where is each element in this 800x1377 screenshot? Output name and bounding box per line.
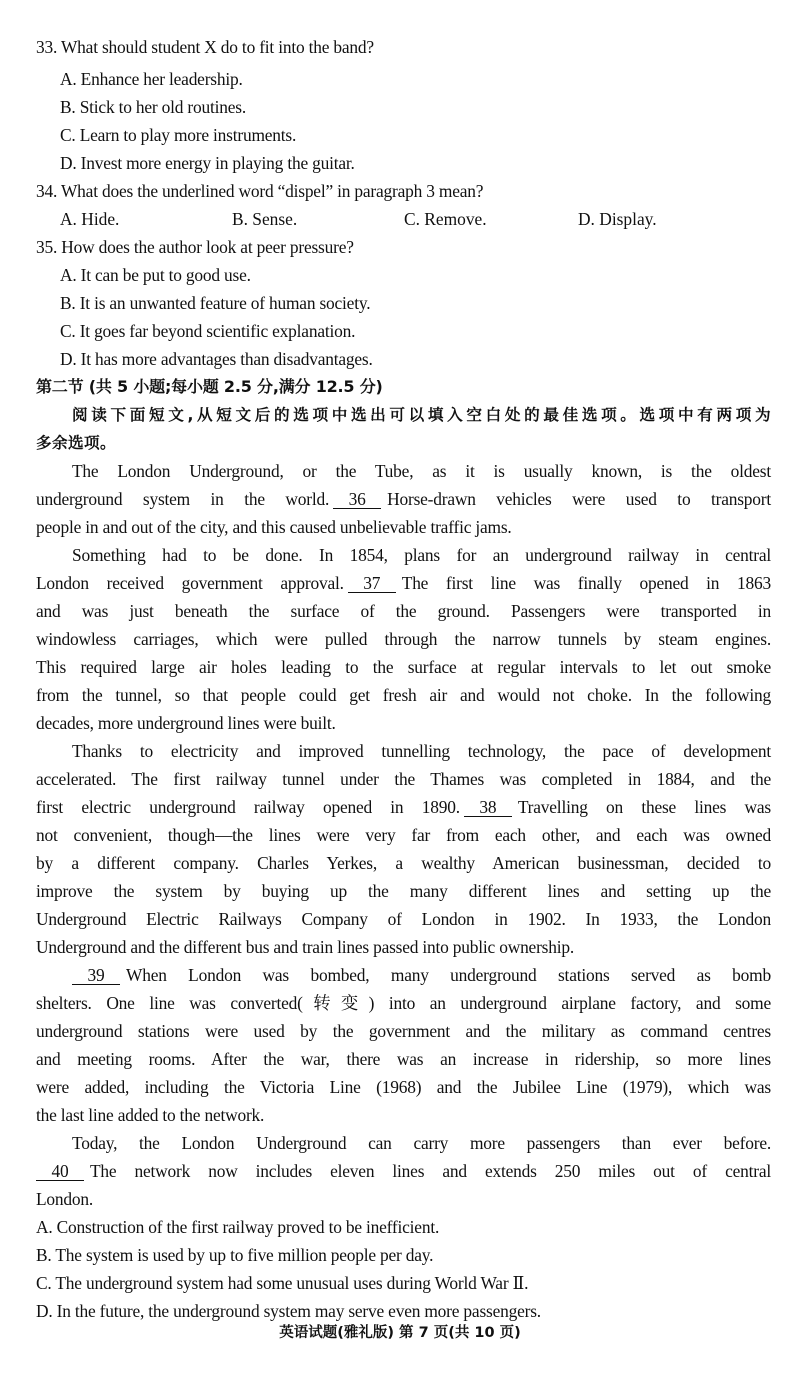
passage-line: people in and out of the city, and this caused unbelievable traffic jams.	[36, 517, 512, 537]
question-34-option-c: C. Remove.	[404, 209, 487, 229]
passage-line: Underground and the different bus and train lines passed into public ownership.	[36, 937, 575, 957]
question-35-option-a: A. It can be put to good use.	[60, 265, 251, 285]
passage-line: Thanks to electricity and improved tunnelling technology, the pace of development	[72, 741, 771, 761]
passage-text: The network now includes eleven lines and extends 250 miles out of central	[90, 1161, 771, 1181]
passage-line: This required large air holes leading to the surface at regular intervals to let out smoke	[36, 657, 771, 677]
answer-option-c: C. The underground system had some unusual uses during World War Ⅱ.	[36, 1273, 529, 1293]
question-35-option-b: B. It is an unwanted feature of human society.	[60, 293, 371, 313]
passage-line: accelerated. The first railway tunnel under the Thames was completed in 1884, and the	[36, 769, 771, 789]
passage-text: The first line was finally opened in 1863	[401, 573, 771, 593]
passage-line: underground stations were used by the government and the military as command centres	[36, 1021, 771, 1041]
page-footer: 英语试题(雅礼版) 第 7 页(共 10 页)	[279, 1325, 521, 1341]
passage-line: decades, more underground lines were built.	[36, 713, 336, 733]
passage-line: the last line added to the network.	[36, 1105, 265, 1125]
question-33-option-c: C. Learn to play more instruments.	[60, 125, 297, 145]
passage-text: London received government approval.	[36, 573, 344, 593]
question-33-option-a: A. Enhance her leadership.	[60, 69, 243, 89]
passage-line: Today, the London Underground can carry more passengers than ever before.	[72, 1133, 771, 1153]
passage-line-with-blank-36	[36, 485, 771, 513]
question-34-stem: 34. What does the underlined word “dispel” in paragraph 3 mean?	[36, 181, 484, 201]
question-33-option-d: D. Invest more energy in playing the guitar.	[60, 153, 355, 173]
passage-line-with-blank-40	[36, 1157, 771, 1185]
passage-line: not convenient, though—the lines were very far from each other, and each was owned	[36, 825, 771, 845]
passage-text: Travelling on these lines was	[517, 797, 771, 817]
blank-36: 36	[333, 490, 381, 509]
passage-line-with-blank-37	[36, 569, 771, 597]
question-35-stem: 35. How does the author look at peer pressure?	[36, 237, 354, 257]
passage-line: from the tunnel, so that people could get fresh air and would not choke. In the following	[36, 685, 771, 705]
section-instruction-line-1: 阅读下面短文,从短文后的选项中选出可以填入空白处的最佳选项。选项中有两项为	[72, 406, 771, 424]
passage-line: Something had to be done. In 1854, plans for an underground railway in central	[72, 545, 771, 565]
question-34-option-a: A. Hide.	[60, 209, 120, 229]
passage-line: improve the system by buying up the many different lines and setting up the	[36, 881, 771, 901]
blank-40: 40	[36, 1162, 84, 1181]
passage-line: by a different company. Charles Yerkes, a wealthy American businessman, decided to	[36, 853, 771, 873]
question-34-option-b: B. Sense.	[232, 209, 298, 229]
passage-line: shelters. One line was converted(转变) into an underground airplane factory, and some	[36, 993, 771, 1013]
passage-line: and meeting rooms. After the war, there was an increase in ridership, so more lines	[36, 1049, 771, 1069]
passage-line: The London Underground, or the Tube, as it is usually known, is the oldest	[72, 461, 771, 481]
passage-line-with-blank-39	[72, 961, 771, 989]
passage-line: Underground Electric Railways Company of London in 1902. In 1933, the London	[36, 909, 771, 929]
passage-text: Horse-drawn vehicles were used to transport	[387, 489, 771, 509]
passage-text: When London was bombed, many underground stations served as bomb	[126, 965, 771, 985]
passage-line: were added, including the Victoria Line (1968) and the Jubilee Line (1979), which was	[36, 1077, 771, 1097]
question-35-option-c: C. It goes far beyond scientific explanation.	[60, 321, 356, 341]
answer-option-a: A. Construction of the first railway proved to be inefficient.	[36, 1217, 440, 1237]
passage-text: underground system in the world.	[36, 489, 330, 509]
section-heading: 第二节 (共 5 小题;每小题 2.5 分,满分 12.5 分)	[36, 377, 383, 396]
passage-line-with-blank-38	[36, 793, 771, 821]
passage-line: London.	[36, 1189, 94, 1209]
blank-38: 38	[464, 798, 512, 817]
passage-text: first electric underground railway opened in 1890.	[36, 797, 460, 817]
blank-39: 39	[72, 966, 120, 985]
question-34-option-d: D. Display.	[578, 209, 657, 229]
question-35-option-d: D. It has more advantages than disadvantages.	[60, 349, 373, 369]
section-instruction-line-2: 多余选项。	[36, 434, 116, 452]
question-33-option-b: B. Stick to her old routines.	[60, 97, 246, 117]
question-33-stem: 33. What should student X do to fit into the band?	[36, 37, 374, 57]
passage-line: and was just beneath the surface of the ground. Passengers were transported in	[36, 601, 771, 621]
answer-option-b: B. The system is used by up to five million people per day.	[36, 1245, 434, 1265]
blank-37: 37	[348, 574, 396, 593]
answer-option-d: D. In the future, the underground system may serve even more passengers.	[36, 1301, 541, 1321]
passage-line: windowless carriages, which were pulled through the narrow tunnels by steam engines.	[36, 629, 771, 649]
